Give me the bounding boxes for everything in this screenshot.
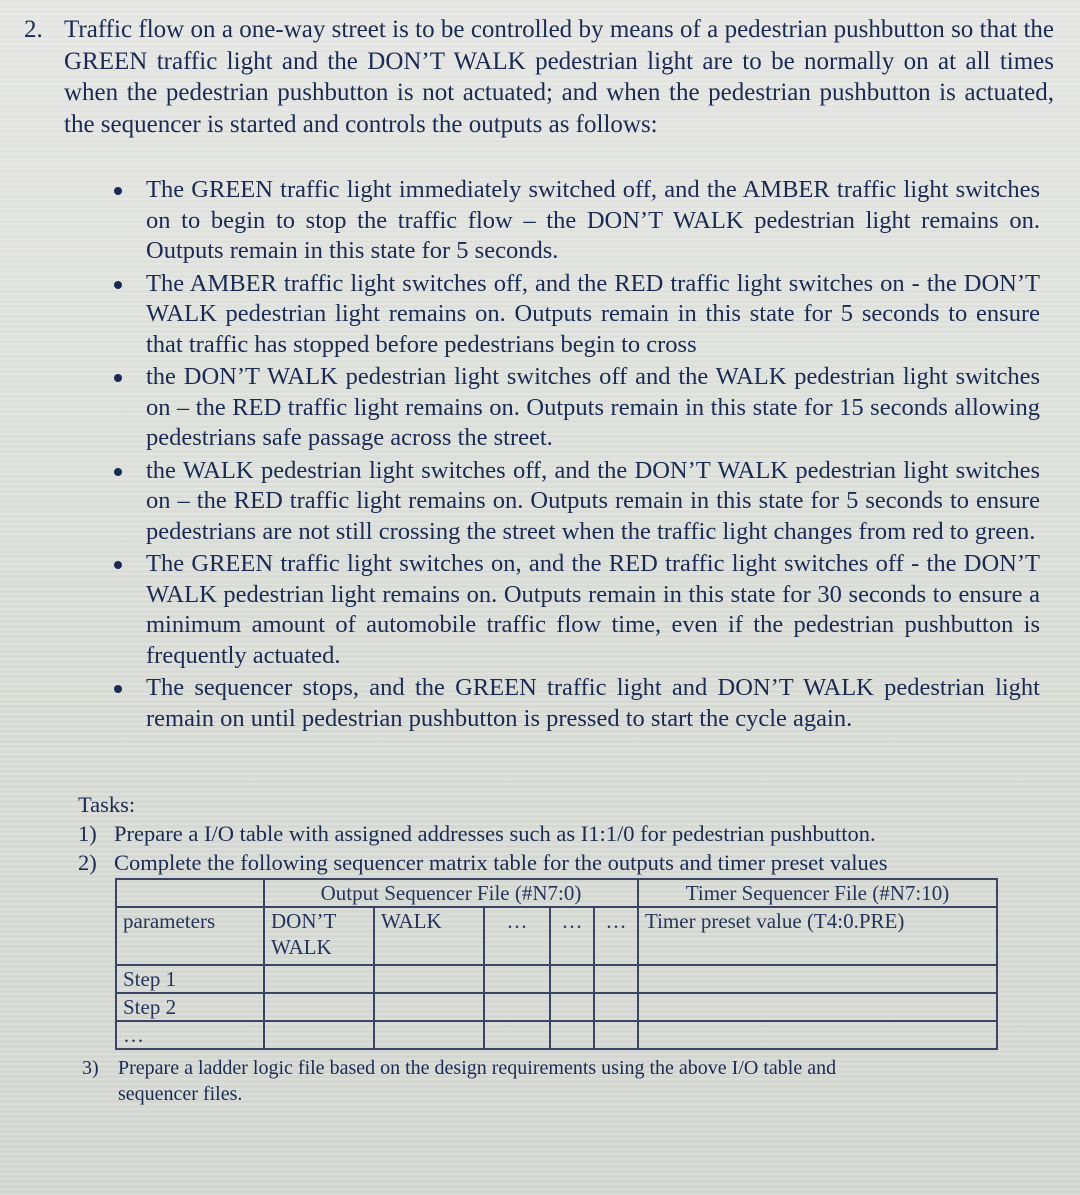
table-cell (484, 965, 550, 993)
table-row (116, 993, 997, 1021)
table-header-row (116, 879, 997, 907)
ellipsis-column-header: … (550, 907, 594, 965)
table-cell (594, 1021, 638, 1049)
step-2-label: Step 2 (116, 993, 264, 1021)
list-item (100, 269, 1040, 361)
bullet-icon (114, 468, 122, 476)
table-row (116, 965, 997, 993)
list-item (100, 456, 1040, 548)
table-cell (550, 1021, 594, 1049)
table-cell (374, 993, 484, 1021)
list-item (100, 362, 1040, 454)
list-item (100, 673, 1040, 734)
step-text: The sequencer stops, and the GREEN traffic light and DON’T WALK pedestrian light remain on until pedestrian pushbutton is pressed to start the cycle again. (146, 674, 1040, 732)
task-1-text: Prepare a I/O table with assigned addresses such as I1:1/0 for pedestrian pushbutton. (114, 821, 876, 846)
walk-column-header: WALK (374, 907, 484, 965)
tasks-title: Tasks: (78, 792, 136, 817)
list-item (100, 175, 1040, 267)
table-cell (638, 993, 997, 1021)
table-cell (264, 965, 374, 993)
ellipsis-column-header: … (484, 907, 550, 965)
timer-sequencer-header: Timer Sequencer File (#N7:10) (638, 879, 997, 907)
task-2-number: 2) (78, 850, 97, 875)
table-cell (264, 993, 374, 1021)
table-cell (116, 879, 264, 907)
task-2-text: Complete the following sequencer matrix table for the outputs and timer preset values (114, 850, 888, 875)
bullet-icon (114, 685, 122, 693)
tasks-section (78, 790, 1038, 877)
problem-number: 2. (24, 16, 43, 43)
task-3-continuation: sequencer files. (118, 1083, 243, 1105)
table-cell (638, 1021, 997, 1049)
bullet-icon (114, 281, 122, 289)
table-row (116, 1021, 997, 1049)
sequencer-matrix-table (115, 878, 998, 1050)
table-cell (374, 965, 484, 993)
bullet-icon (114, 187, 122, 195)
task-3-text: Prepare a ladder logic file based on the design requirements using the above I/O table and (118, 1057, 837, 1079)
table-cell (550, 965, 594, 993)
table-cell (484, 993, 550, 1021)
table-cell (550, 993, 594, 1021)
task-3-number: 3) (82, 1057, 99, 1079)
table-cell (594, 993, 638, 1021)
task-3 (82, 1055, 1022, 1107)
table-cell (484, 1021, 550, 1049)
dontwalk-column-header: DON’T WALK (264, 907, 374, 965)
table-cell (374, 1021, 484, 1049)
table-cell (264, 1021, 374, 1049)
table-cell (594, 965, 638, 993)
list-item (100, 549, 1040, 671)
sequence-steps-list (100, 175, 1040, 736)
table-row (116, 907, 997, 965)
table-cell (638, 965, 997, 993)
task-1-number: 1) (78, 821, 97, 846)
step-text: the DON’T WALK pedestrian light switches off and the WALK pedestrian light switches on – the RED traffic light remains on. Outputs remain in this state for 15 seconds allowing pedestrians safe passage across the street. (146, 363, 1040, 451)
step-1-label: Step 1 (116, 965, 264, 993)
bullet-icon (114, 374, 122, 382)
task-1 (78, 819, 1038, 848)
task-2 (78, 848, 1038, 877)
step-text: The GREEN traffic light switches on, and the RED traffic light switches off - the DON’T WALK pedestrian light remains on. Outputs remain in this state for 30 seconds to ensure a minimum amount of automobile traffic flow time, even if the pedestrian pushbutton is frequently actuated. (146, 550, 1040, 669)
step-text: the WALK pedestrian light switches off, and the DON’T WALK pedestrian light switches on – the RED traffic light remains on. Outputs remain in this state for 5 seconds to ensure pedestrians are not still crossing the street when the traffic light changes from red to green. (146, 456, 1040, 545)
parameters-cell: parameters (116, 907, 264, 965)
step-text: The GREEN traffic light immediately switched off, and the AMBER traffic light switches on to begin to stop the traffic flow – the DON’T WALK pedestrian light remains on. Outputs remain in this state for 5 seconds. (146, 176, 1040, 264)
step-text: The AMBER traffic light switches off, and the RED traffic light switches on - the DON’T WALK pedestrian light remains on. Outputs remain in this state for 5 seconds to ensure that traffic has stopped before pedestrians begin to cross (146, 269, 1040, 358)
timer-preset-column-header: Timer preset value (T4:0.PRE) (638, 907, 997, 965)
problem-statement (24, 14, 1054, 140)
bullet-icon (114, 561, 122, 569)
ellipsis-column-header: … (594, 907, 638, 965)
output-sequencer-header: Output Sequencer File (#N7:0) (264, 879, 638, 907)
problem-intro: Traffic flow on a one-way street is to be controlled by means of a pedestrian pushbutton so that the GREEN traffic light and the DON’T WALK pedestrian light are to be normally on at all times when the pedestrian pushbutton is not actuated; and when the pedestrian pushbutton is actuated, the sequencer is started and controls the outputs as follows: (64, 16, 1054, 138)
step-more-label: … (116, 1021, 264, 1049)
